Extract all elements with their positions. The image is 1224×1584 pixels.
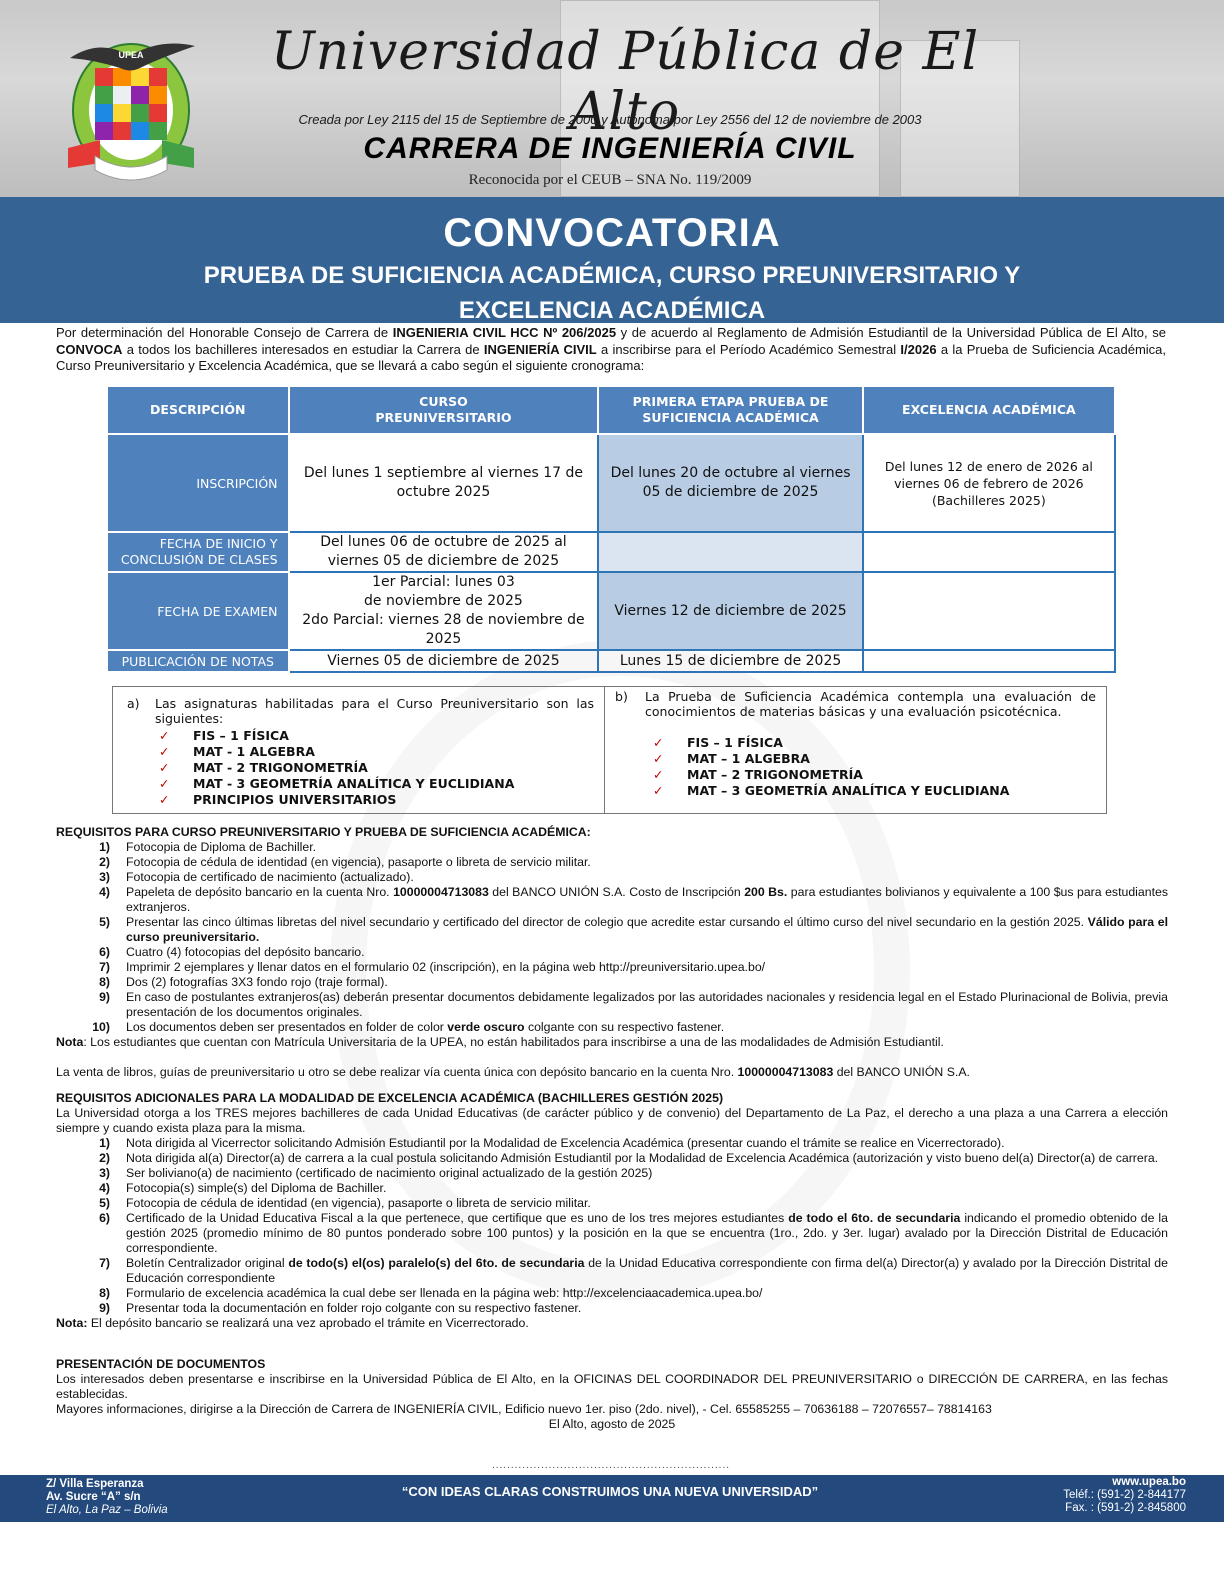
column-header: PRIMERA ETAPA PRUEBA DE SUFICIENCIA ACADÉMICA (598, 386, 862, 434)
list-item: 8) Dos (2) fotografías 3X3 fondo rojo (traje formal). (99, 975, 388, 989)
table-row (107, 572, 1115, 650)
subtitle-line-1: PRUEBA DE SUFICIENCIA ACADÉMICA, CURSO PREUNIVERSITARIO Y (203, 262, 1021, 289)
list-item: 2) Nota dirigida al(a) Director(a) de carrera a la cual postula solicitando Admisión Estudiantil por la Modalidad de Excelencia Académica (autorización y visto bueno del(a) Director(a) de carrera. (99, 1151, 1159, 1165)
row-label: FECHA DE INICIO Y CONCLUSIÓN DE CLASES (107, 532, 289, 572)
column-header: EXCELENCIA ACADÉMICA (863, 386, 1115, 434)
row-label: PUBLICACIÓN DE NOTAS (107, 650, 289, 672)
presentation-text: Los interesados deben presentarse e inscribirse en la Universidad Pública de El Alto, en la OFICINAS DEL COORDINADOR DEL PREUNIVERSITARIO o DIRECCIÓN DE CARRERA, en las fechas establecidas. (56, 1372, 1168, 1401)
list-item: ✓ MAT – 2 TRIGONOMETRÍA (649, 767, 1096, 783)
list-item: 5) Fotocopia de cédula de identidad (en vigencia), pasaporte o libreta de servicio militar. (99, 1196, 591, 1210)
phone: Teléf.: (591-2) 2-844177 (1063, 1489, 1186, 1501)
section-heading: PRESENTACIÓN DE DOCUMENTOS (56, 1357, 266, 1371)
check-icon: ✓ (159, 744, 170, 759)
box-text: La Prueba de Suficiencia Académica contempla una evaluación de conocimientos de materias básicas y una evaluación psicotécnica. (645, 689, 1096, 719)
table-cell: Del lunes 12 de enero de 2026 al viernes 06 de febrero de 2026 (Bachilleres 2025) (863, 434, 1115, 532)
list-item: 4) Papeleta de depósito bancario en la cuenta Nro. 10000004713083 del BANCO UNIÓN S.A. Costo de Inscripción 200 Bs. para estudiantes bolivianos y equivalente a 100 $us para estudiantes extranjeros. (99, 885, 1168, 914)
list-item: 9) Presentar toda la documentación en folder rojo colgante con su respectivo fastener. (99, 1301, 582, 1315)
table-cell: Del lunes 06 de octubre de 2025 al viernes 05 de diciembre de 2025 (289, 532, 599, 572)
creation-law-text: Creada por Ley 2115 del 15 de Septiembre de 2000 y Autónoma por Ley 2556 del 12 de noviembre de 2003 (298, 112, 922, 127)
list-item: 3) Fotocopia de certificado de nacimiento (actualizado). (99, 870, 414, 884)
subject-list (125, 728, 594, 808)
list-item: ✓ MAT – 3 GEOMETRÍA ANALÍTICA Y EUCLIDIANA (649, 783, 1096, 799)
list-item: 10) Los documentos deben ser presentados en folder de color verde oscuro colgante con su respectivo fastener. (92, 1020, 725, 1034)
table-cell: Del lunes 20 de octubre al viernes 05 de diciembre de 2025 (598, 434, 862, 532)
list-item: 4) Fotocopia(s) simple(s) del Diploma de Bachiller. (99, 1181, 387, 1195)
check-icon: ✓ (159, 728, 170, 743)
subjects-boxes (112, 686, 1107, 814)
list-item: ✓ MAT - 2 TRIGONOMETRÍA (155, 760, 594, 776)
list-label: a) (127, 696, 140, 711)
list-item: 3) Ser boliviano(a) de nacimiento (certificado de nacimiento original actualizado de la gestión 2025) (99, 1166, 653, 1180)
column-header: DESCRIPCIÓN (107, 386, 289, 434)
check-icon: ✓ (653, 767, 664, 782)
title-banner (0, 197, 1224, 323)
list-label: b) (615, 689, 628, 704)
subject-list (615, 735, 1096, 799)
list-item: 7) Boletín Centralizador original de todo(s) el(os) paralelo(s) del 6to. de secundaria de la Unidad Educativa correspondiente con firma del(a) Director(a) y avalado por la Dirección Distrital de Educación correspondiente (99, 1256, 1168, 1285)
table-cell: Lunes 15 de diciembre de 2025 (598, 650, 862, 672)
table-cell (863, 532, 1115, 572)
schedule-table (106, 385, 1116, 673)
row-label: FECHA DE EXAMEN (107, 572, 289, 650)
list-item: 8) Formulario de excelencia académica la cual debe ser llenada en la página web: http://excelenciaacademica.upea.bo/ (99, 1286, 763, 1300)
exam-line: 1er Parcial: lunes 03 (372, 574, 515, 590)
list-item: 5) Presentar las cinco últimas libretas del nivel secundario y certificado del director de colegio que acredite estar cursando el último curso del nivel secundario en la gestión 2025. Válido para el curso preuniversitario. (99, 915, 1169, 944)
list-item: 1) Nota dirigida al Vicerrector solicitando Admisión Estudiantil por la Modalidad de Excelencia Académica (presentar cuando el trámite se realice en Vicerrectorado). (99, 1136, 1005, 1150)
page-title: CONVOCATORIA (443, 211, 781, 255)
requirements-list (56, 840, 1168, 1035)
accreditation-text: Reconocida por el CEUB – SNA No. 119/2009 (468, 172, 752, 188)
section-heading: REQUISITOS PARA CURSO PREUNIVERSITARIO Y PRUEBA DE SUFICIENCIA ACADÉMICA: (56, 825, 591, 839)
list-item: 1) Fotocopia de Diploma de Bachiller. (99, 840, 317, 854)
website-link[interactable]: www.upea.bo (1112, 1476, 1186, 1488)
career-name: CARRERA DE INGENIERÍA CIVIL (363, 132, 857, 165)
letterhead (0, 0, 1224, 197)
section-intro: La Universidad otorga a los TRES mejores bachilleres de cada Unidad Educativas (de carácter público y de convenio) del Departamento de La Paz, el derecho a una plaza a una Carrera a elección siempre y cuando exista plaza para la misma. (56, 1106, 1168, 1135)
row-label: INSCRIPCIÓN (107, 434, 289, 532)
list-item: ✓ MAT - 1 ALGEBRA (155, 744, 594, 760)
box-preuniversitario-subjects (113, 687, 605, 813)
footer-motto: “CON IDEAS CLARAS CONSTRUIMOS UNA NUEVA UNIVERSIDAD” (401, 1484, 819, 1499)
footer (0, 1475, 1224, 1522)
note: Nota: El depósito bancario se realizará una vez aprobado el trámite en Vicerrectorado. (56, 1316, 529, 1330)
table-row (107, 532, 1115, 572)
intro-paragraph: Por determinación del Honorable Consejo de Carrera de INGENIERIA CIVIL HCC Nº 206/2025 y de acuerdo al Reglamento de Admisión Estudiantil de la Universidad Pública de El Alto, se CONVOCA a todos los bachilleres interesados en estudiar la Carrera de INGENIERÍA CIVIL a inscribirse para el Período Académico Semestral I/2026 a la Prueba de Suficiencia Académica, Curso Preuniversitario y Excelencia Académica, que se llevará a cabo según el siguiente cronograma: (56, 325, 1167, 373)
check-icon: ✓ (653, 783, 664, 798)
box-text: Las asignaturas habilitadas para el Curso Preuniversitario son las siguientes: (155, 696, 595, 726)
column-header: CURSO PREUNIVERSITARIO (289, 386, 599, 434)
footer-address (46, 1478, 168, 1517)
check-icon: ✓ (653, 735, 664, 750)
excellence-requirements-section (56, 1091, 1168, 1331)
table-cell: Del lunes 1 septiembre al viernes 17 de octubre 2025 (289, 434, 599, 532)
requirements-section (56, 825, 1168, 1080)
upea-logo (60, 28, 202, 183)
address-line: El Alto, La Paz – Bolivia (46, 1504, 168, 1516)
contact-info: Mayores informaciones, dirigirse a la Dirección de Carrera de INGENIERÍA CIVIL, Edificio nuevo 1er. piso (2do. nivel), - Cel. 65585255 – 70636188 – 72076557– 78814163 (56, 1402, 992, 1416)
address-line: Av. Sucre “A” s/n (46, 1491, 141, 1503)
list-item: ✓ FIS – 1 FÍSICA (649, 735, 1096, 751)
list-item: ✓ PRINCIPIOS UNIVERSITARIOS (155, 792, 594, 808)
list-item: ✓ MAT - 3 GEOMETRÍA ANALÍTICA Y EUCLIDIANA (155, 776, 594, 792)
list-item: ✓ MAT – 1 ALGEBRA (649, 751, 1096, 767)
check-icon: ✓ (159, 792, 170, 807)
table-cell (863, 572, 1115, 650)
fax: Fax. : (591-2) 2-845800 (1065, 1502, 1186, 1514)
box-prueba-subjects (605, 687, 1106, 813)
exam-line: de noviembre de 2025 (364, 593, 523, 609)
subtitle-line-2: EXCELENCIA ACADÉMICA (458, 297, 766, 324)
check-icon: ✓ (653, 751, 664, 766)
table-cell (289, 572, 599, 650)
presentation-section (56, 1357, 1168, 1432)
table-cell: Viernes 12 de diciembre de 2025 (598, 572, 862, 650)
requirements-list (56, 1136, 1168, 1316)
list-item: 7) Imprimir 2 ejemplares y llenar datos en el formulario 02 (inscripción), en la página web http://preuniversitario.upea.bo/ (99, 960, 766, 974)
table-cell: Viernes 05 de diciembre de 2025 (289, 650, 599, 672)
table-row (107, 434, 1115, 532)
exam-line: 2do Parcial: viernes 28 de noviembre de 2025 (302, 612, 585, 647)
check-icon: ✓ (159, 760, 170, 775)
address-line: Z/ Villa Esperanza (46, 1478, 144, 1490)
list-item: 6) Certificado de la Unidad Educativa Fiscal a la que pertenece, que certifique que es uno de los tres mejores estudiantes de todo el 6to. de secundaria indicando el promedio obtenido de la gestión 2025 (promedio mínimo de 80 puntos ponderado sobre 100 puntos) y la posición en la que se encuentra (1ro., 2do. y 3er. lugar) avalado por la Dirección Distrital de Educación correspondiente. (99, 1211, 1168, 1255)
date-place: El Alto, agosto de 2025 (548, 1417, 676, 1431)
section-heading: REQUISITOS ADICIONALES PARA LA MODALIDAD DE EXCELENCIA ACADÉMICA (BACHILLERES GESTIÓN 2025) (56, 1091, 724, 1105)
footer-contact (1063, 1476, 1186, 1515)
svg-text:UPEA: UPEA (118, 50, 144, 60)
table-cell (598, 532, 862, 572)
table-header-row (107, 386, 1115, 434)
note: Nota: Los estudiantes que cuentan con Matrícula Universitaria de la UPEA, no están habilitados para inscribirse a una de las modalidades de Admisión Estudiantil. (56, 1035, 944, 1049)
check-icon: ✓ (159, 776, 170, 791)
list-item: 6) Cuatro (4) fotocopias del depósito bancario. (99, 945, 365, 959)
list-item: ✓ FIS – 1 FÍSICA (155, 728, 594, 744)
university-name: Universidad Pública de El Alto (270, 22, 980, 142)
list-item: 2) Fotocopia de cédula de identidad (en vigencia), pasaporte o libreta de servicio militar. (99, 855, 591, 869)
table-row (107, 650, 1115, 672)
list-item: 9) En caso de postulantes extranjeros(as) deberán presentar documentos debidamente legalizados por las autoridades nacionales y residencia legal en el Estado Plurinacional de Bolivia, previa presentación de los documentos originales. (99, 990, 1168, 1019)
book-sales-note: La venta de libros, guías de preuniversitario u otro se debe realizar vía cuenta única con depósito bancario en la cuenta Nro. 10000004713083 del BANCO UNIÓN S.A. (56, 1065, 970, 1079)
table-cell (863, 650, 1115, 672)
signature-line: ............................................................... (491, 1460, 731, 1471)
